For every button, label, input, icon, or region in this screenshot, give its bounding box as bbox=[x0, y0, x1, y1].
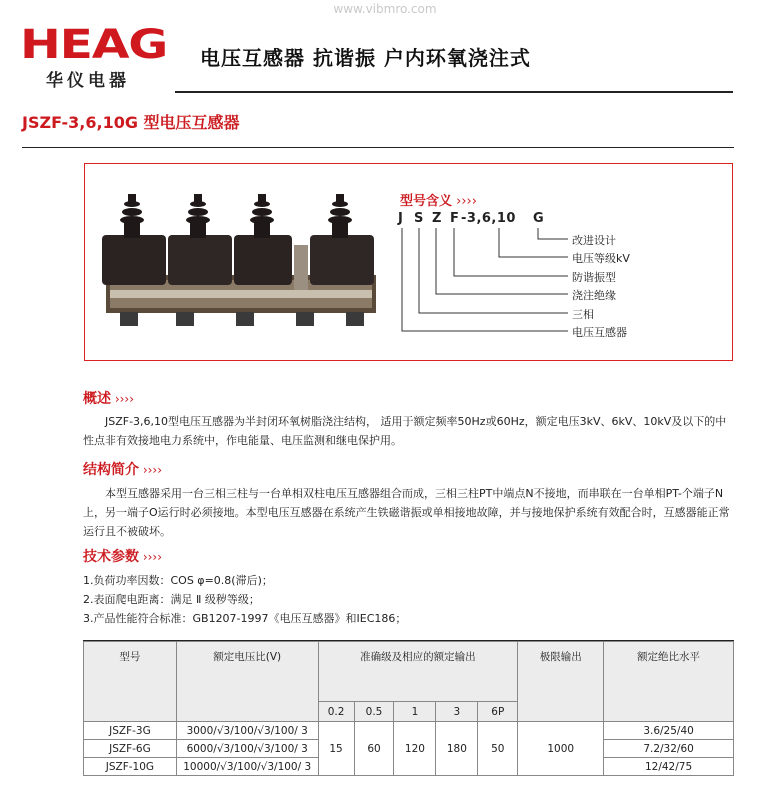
cell-ratio: 3000/√3/100/√3/100/ 3 bbox=[176, 722, 318, 740]
model-char-z: Z bbox=[432, 211, 442, 226]
page-header-title: 电压互感器 抗谐振 户内环氧浇注式 bbox=[200, 46, 531, 70]
structure-heading: 结构简介 ›››› bbox=[83, 462, 163, 478]
model-char-s: S bbox=[414, 211, 424, 226]
tech-heading: 技术参数 ›››› bbox=[83, 549, 163, 565]
cell-model: JSZF-6G bbox=[84, 740, 177, 758]
th-class: 1 bbox=[394, 702, 436, 722]
cell-ratio: 6000/√3/100/√3/100/ 3 bbox=[176, 740, 318, 758]
cell-insulation: 7.2/32/60 bbox=[604, 740, 734, 758]
cell-model: JSZF-10G bbox=[84, 758, 177, 776]
model-char-voltage: -3,6,10 bbox=[461, 211, 516, 226]
th-class: 3 bbox=[436, 702, 478, 722]
header-divider bbox=[175, 91, 733, 93]
th-class: 0.5 bbox=[354, 702, 394, 722]
meaning-label-anti-resonance: 防谐振型 bbox=[572, 271, 616, 284]
cell-model: JSZF-3G bbox=[84, 722, 177, 740]
structure-text: 本型互感器采用一台三相三柱与一台单相双柱电压互感器组合而成，三相三柱PT中端点N不接地，而串联在一台单相PT-个端子N上，另一端子O运行时必须接地。本型电压互感器在系统产生铁磁谐振或单相接地故障，并与接地保护系统有效配合时，互感器能正常运行且不被破坏。 bbox=[83, 487, 730, 538]
th-limit: 极限输出 bbox=[518, 642, 604, 722]
spec-item: 2.表面爬电距离：满足 Ⅱ 级秽等级； bbox=[83, 593, 260, 606]
th-insulation: 额定绝比水平 bbox=[604, 642, 734, 722]
model-char-g: G bbox=[533, 211, 545, 226]
table-row bbox=[84, 722, 734, 740]
cell-output: 120 bbox=[394, 722, 436, 776]
cell-output: 15 bbox=[318, 722, 354, 776]
th-class: 0.2 bbox=[318, 702, 354, 722]
product-image bbox=[96, 190, 381, 330]
cell-limit-output: 1000 bbox=[518, 722, 604, 776]
cell-output: 50 bbox=[478, 722, 518, 776]
th-accuracy: 准确级及相应的额定输出 bbox=[318, 642, 518, 702]
cell-output: 60 bbox=[354, 722, 394, 776]
meaning-label-cast-insulation: 浇注绝缘 bbox=[572, 289, 616, 302]
overview-heading: 概述 ›››› bbox=[83, 391, 135, 407]
model-char-f: F bbox=[450, 211, 460, 226]
th-ratio: 额定电压比(V) bbox=[176, 642, 318, 722]
model-title: JSZF-3,6,10G 型电压互感器 bbox=[22, 113, 240, 132]
brand-name: 华仪电器 bbox=[46, 71, 130, 91]
meaning-label-voltage-level: 电压等级kV bbox=[572, 252, 630, 265]
model-meaning-title: 型号含义 ›››› bbox=[400, 194, 477, 209]
th-model: 型号 bbox=[84, 642, 177, 722]
meaning-label-voltage-transformer: 电压互感器 bbox=[572, 326, 627, 339]
model-meaning-lines bbox=[395, 226, 575, 336]
cell-output: 180 bbox=[436, 722, 478, 776]
cell-ratio: 10000/√3/100/√3/100/ 3 bbox=[176, 758, 318, 776]
cell-insulation: 12/42/75 bbox=[604, 758, 734, 776]
watermark: www.vibmro.com bbox=[333, 2, 437, 16]
meaning-label-three-phase: 三相 bbox=[572, 308, 594, 321]
cell-insulation: 3.6/25/40 bbox=[604, 722, 734, 740]
meaning-label-improved: 改进设计 bbox=[572, 234, 616, 247]
model-divider bbox=[22, 147, 734, 148]
spec-item: 1.负荷功率因数：COS φ=0.8(滞后)； bbox=[83, 574, 273, 587]
model-char-j: J bbox=[398, 211, 404, 226]
brand-logo: HEAG bbox=[20, 22, 168, 68]
overview-text: JSZF-3,6,10型电压互感器为半封闭环氧树脂浇注结构， 适用于额定频率50Hz或60Hz，额定电压3kV、6kV、10kV及以下的中性点非有效接地电力系统中，作电能量、电压监测和继电保护用。 bbox=[83, 415, 727, 447]
spec-item: 3.产品性能符合标准：GB1207-1997《电压互感器》和IEC186； bbox=[83, 612, 407, 625]
spec-table bbox=[83, 641, 734, 776]
th-class: 6P bbox=[478, 702, 518, 722]
